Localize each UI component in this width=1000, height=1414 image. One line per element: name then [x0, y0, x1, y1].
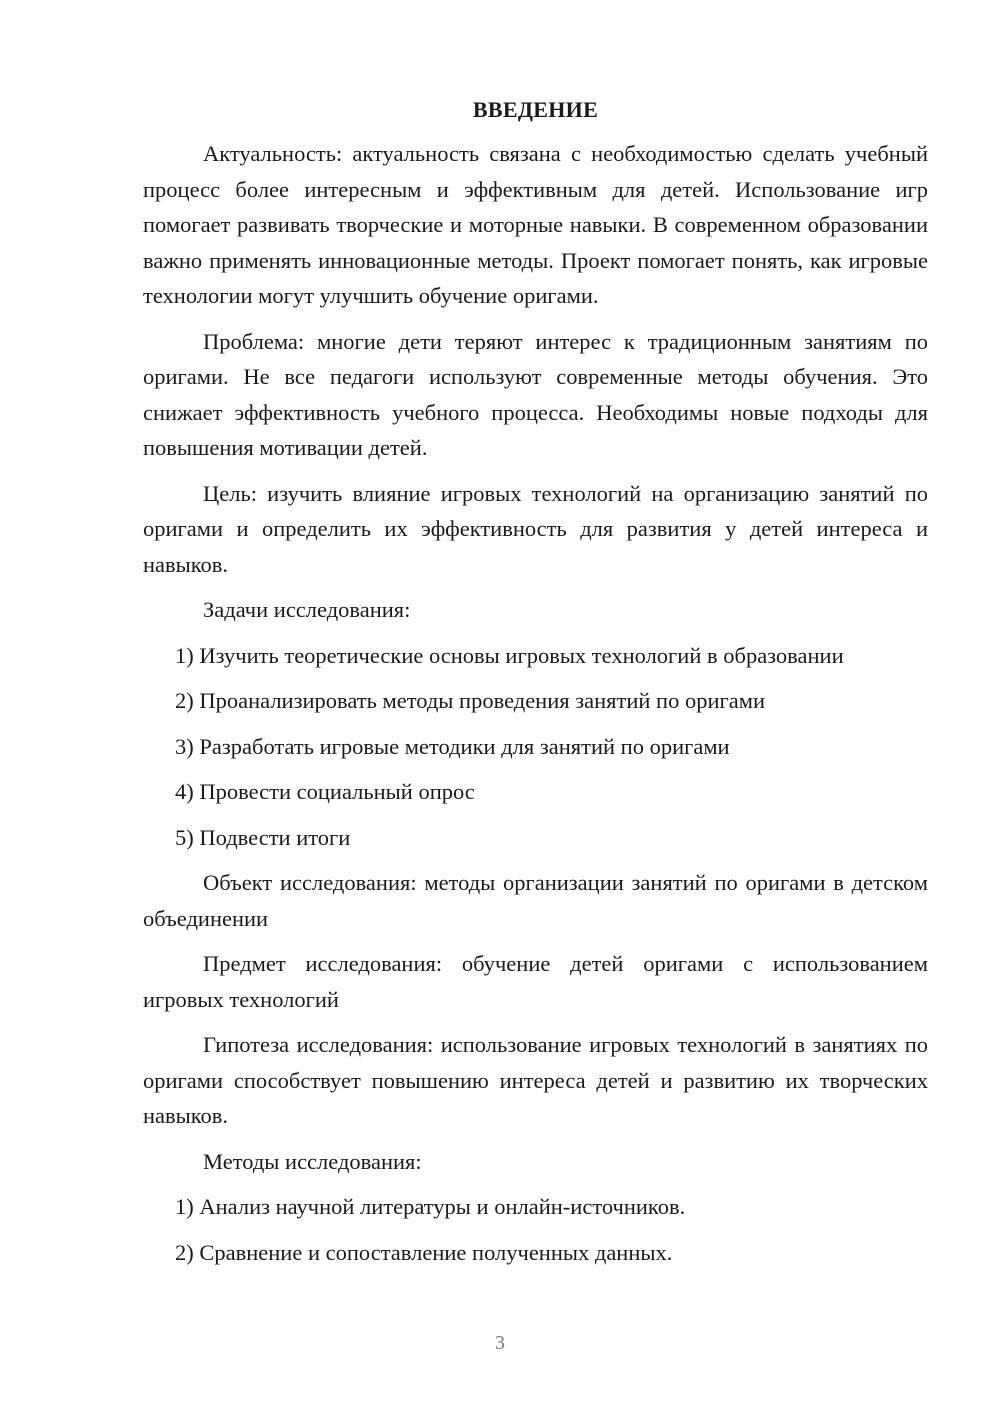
list-item: 1) Анализ научной литературы и онлайн-источников.: [175, 1194, 686, 1219]
list-item: 2) Проанализировать методы проведения занятий по оригами: [175, 688, 765, 713]
methods-list: [143, 1189, 928, 1270]
list-item: 4) Провести социальный опрос: [175, 779, 475, 804]
tasks-list: [143, 638, 928, 856]
object-paragraph: Объект исследования: методы организации занятий по оригами в детском объединении: [143, 870, 928, 931]
list-item: 5) Подвести итоги: [175, 824, 351, 850]
problem-paragraph: Проблема: многие дети теряют интерес к традиционным занятиям по оригами. Не все педагоги используют современные методы обучения. Это снижает эффективность учебного процесса. Необходимы новые подходы для повышения мотивации детей.: [143, 328, 928, 460]
list-item: 1) Изучить теоретические основы игровых технологий в образовании: [175, 642, 844, 668]
hypothesis-paragraph: Гипотеза исследования: использование игровых технологий в занятиях по оригами способствует повышению интереса детей и развитию их творческих навыков.: [143, 1032, 928, 1128]
page-title: ВВЕДЕНИЕ: [472, 97, 599, 122]
list-item: 3) Разработать игровые методики для занятий по оригами: [175, 733, 730, 759]
methods-label: Методы исследования:: [203, 1148, 422, 1174]
tasks-label: Задачи исследования:: [203, 597, 411, 622]
subject-paragraph: Предмет исследования: обучение детей оригами с использованием игровых технологий: [143, 951, 928, 1012]
list-item: 2) Сравнение и сопоставление полученных данных.: [175, 1239, 673, 1265]
relevance-paragraph: Актуальность: актуальность связана с необходимостью сделать учебный процесс более интересным и эффективным для детей. Использование игр помогает развивать творческие и моторные навыки. В современном образовании важно применять инновационные методы. Проект помогает понять, как игровые технологии могут улучшить обучение оригами.: [143, 141, 928, 308]
goal-paragraph: Цель: изучить влияние игровых технологий на организацию занятий по оригами и определить их эффективность для развития у детей интереса и навыков.: [143, 480, 928, 577]
page-content: [143, 94, 928, 1280]
page-number: 3: [495, 1332, 505, 1354]
